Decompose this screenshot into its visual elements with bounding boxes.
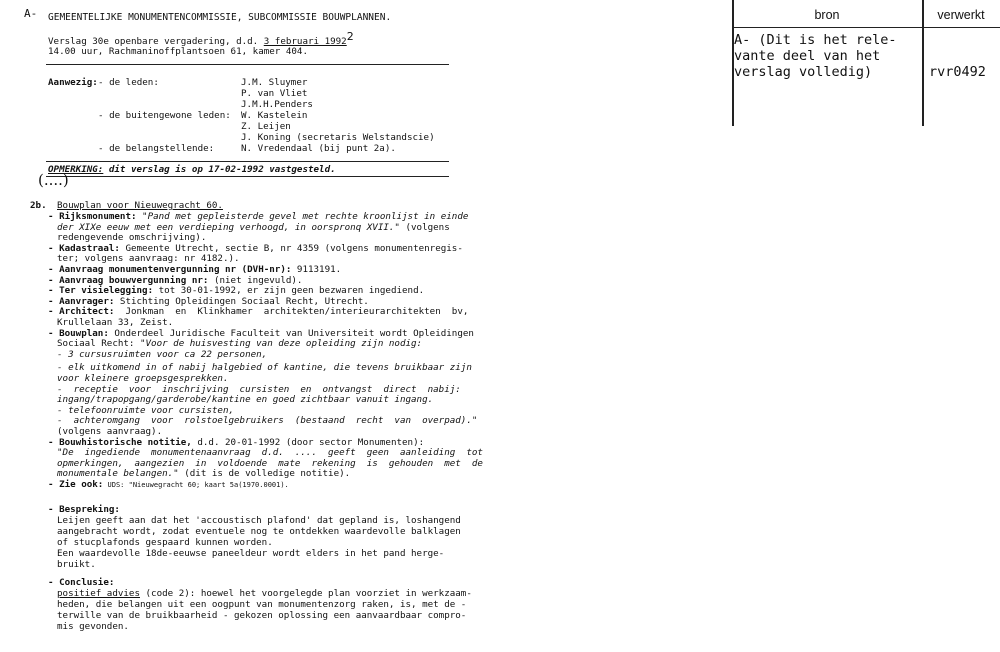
conclusie-text: positief advies (code 2): hoewel het voorgelegde plan voorziet in werkzaam- [57,588,472,599]
attendee-name: W. Kastelein [241,110,308,121]
attendance-role: - de belangstellende: [98,143,215,154]
item-detail-line: der XIXe eeuw met een verdieping verhoogd, in oorspronq XVII." (volgens [57,221,450,233]
item-detail-line: ter; volgens aanvraag: nr 4182.). [57,253,240,265]
item-detail-line: - Architect: Jonkman en Klinkhamer architekten/interieurarchitekten bv, [48,306,469,318]
item-detail-line: - elk uitkomend in of nabij halgebied of kantine, die tevens bruikbaar zijn [57,362,472,374]
bron-cell: vante deel van het [734,48,881,64]
conclusie-text: heden, die belangen uit een oogpunt van monumentenzorg raken, is, met de - [57,599,467,610]
divider [46,161,449,162]
document-title: GEMEENTELIJKE MONUMENTENCOMMISSIE, SUBCOMMISSIE BOUWPLANNEN. [48,12,392,23]
item-detail-line: - Zie ook: UDS: "Nieuwegracht 60; kaart 5a(1970.0001). [48,479,289,490]
bron-cell: A- (Dit is het rele- [734,32,897,48]
bespreking-text: aangebracht wordt, zodat eventuele nog te ontdekken waardevolle balklagen [57,526,461,537]
source-table [732,0,1000,126]
item-number: 2b. [30,200,47,211]
meeting-date: 3 februari 1992 [263,36,347,47]
header-bron: bron [814,8,840,22]
table-header-rule [732,27,1000,28]
item-detail-line: - receptie voor inschrijving cursisten en ontvangst direct nabij: [57,383,461,395]
meeting-line-1: Verslag 30e openbare vergadering, d.d. 3 februari 19922 [48,30,354,47]
section-marker: A- [24,7,38,20]
item-detail-line: voor kleinere groepsgesprekken. [57,373,229,384]
item-detail-line: - 3 cursusruimten voor ca 22 personen, [57,348,268,360]
opmerking-note: OPMERKING: dit verslag is op 17-02-1992 vastgesteld. [48,164,336,175]
conclusie-text: terwille van de bruikbaarheid - gekozen oplossing een aanvaardbaar compro- [57,610,467,621]
item-detail-line: opmerkingen, aangezien in voldoende mate rekening is gehouden met de [57,457,483,469]
item-detail-line: - Rijksmonument: "Pand met gepleisterde gevel met rechte kroonlijst in einde [48,211,469,222]
conclusie-text: mis gevonden. [57,621,129,632]
ellipsis-mark: (....) [38,171,69,189]
item-detail-line: Sociaal Recht: "Voor de huisvesting van deze opleiding zijn nodig: [57,338,423,350]
item-detail-line: ingang/trapopgang/garderobe/kantine en goed zichtbaar vanuit ingang. [57,394,434,406]
bespreking-text: of stucplafonds gespaard kunnen worden. [57,537,273,548]
item-detail-line: Krullelaan 33, Zeist. [57,317,174,328]
item-detail-line: - Aanvrager: Stichting Opleidingen Sociaal Recht, Utrecht. [48,295,369,307]
item-title: Bouwplan voor Nieuwegracht 60. [57,200,223,211]
bespreking-text: Een waardevolle 18de-eeuwse paneeldeur wordt elders in het pand herge- [57,548,445,559]
conclusie-label: - Conclusie: [48,577,115,588]
item-detail-line: - telefoonruimte voor cursisten, [57,404,235,416]
attendee-name: J.M. Sluymer [241,77,308,88]
bespreking-label: - Bespreking: [48,504,120,515]
attendee-name: J.M.H.Penders [241,99,313,110]
attendance-label: Aanwezig: [48,77,98,88]
item-detail-line: - Bouwhistorische notitie, d.d. 20-01-1992 (door sector Monumenten): [48,436,425,448]
handwritten-correction: 2 [346,30,354,43]
item-detail-line: - Kadastraal: Gemeente Utrecht, sectie B, nr 4359 (volgens monumentenregis- [48,242,463,254]
item-detail-line: - Aanvraag monumentenvergunning nr (DVH-nr): 9113191. [48,264,342,275]
item-detail-line: - Aanvraag bouwvergunning nr: (niet ingevuld). [48,274,303,286]
attendance-role: - de buitengewone leden: [98,110,231,121]
bron-cell: verslag volledig) [734,64,873,80]
item-detail-line: - Ter visielegging: tot 30-01-1992, er zijn geen bezwaren ingediend. [48,285,425,297]
bespreking-text: bruikt. [57,559,96,570]
item-detail-line: redengevende omschrijving). [57,232,207,244]
attendee-name: J. Koning (secretaris Welstandscie) [241,132,435,143]
divider [46,176,449,177]
header-verwerkt: verwerkt [937,8,985,22]
attendee-name: P. van Vliet [241,88,308,99]
item-detail-line: monumentale belangen." (dit is de volledige notitie). [57,468,351,480]
item-detail-line: (volgens aanvraag). [57,426,163,437]
item-detail-line: - Bouwplan: Onderdeel Juridische Faculteit van Universiteit wordt Opleidingen [48,327,474,339]
meeting-line-2: 14.00 uur, Rachmaninoffplantsoen 61, kamer 404. [48,46,308,57]
item-detail-line: - achteromgang voor rolstoelgebruikers (bestaand recht van overpad)." [57,415,478,427]
item-detail-line: "De ingediende monumentenaanvraag d.d. .... geeft geen aanleiding tot [57,447,483,459]
attendance-role: - de leden: [98,77,159,88]
attendee-name: N. Vredendaal (bij punt 2a). [241,143,396,154]
divider [46,64,449,65]
verwerkt-cell: rvr0492 [929,64,986,80]
attendee-name: Z. Leijen [241,121,291,132]
bespreking-text: Leijen geeft aan dat het 'accoustisch plafond' dat gepland is, loshangend [57,515,461,526]
